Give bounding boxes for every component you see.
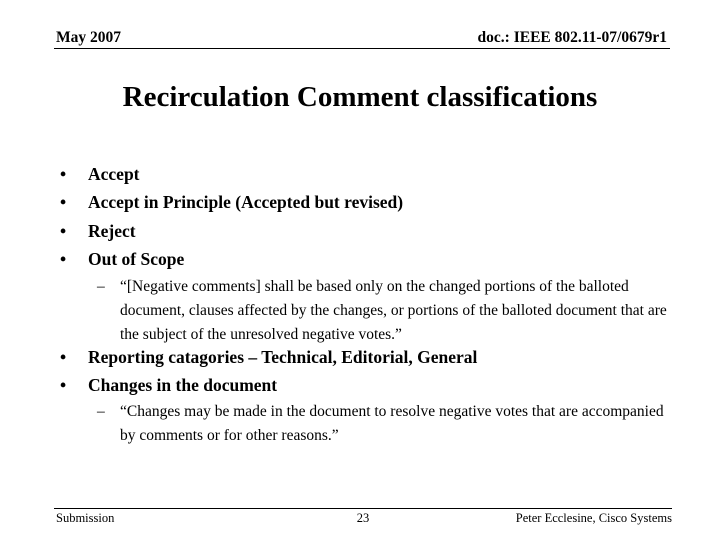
sub-bullet-text: “Changes may be made in the document to resolve negative votes that are accompanied by comments or for other reasons.” xyxy=(120,403,664,444)
bullet-item-accept xyxy=(0,160,720,188)
sub-bullet-marker: – xyxy=(97,278,105,295)
header-divider xyxy=(54,48,670,49)
bullet-item-reject xyxy=(0,217,720,245)
bullet-text: Reporting catagories – Technical, Editorial, General xyxy=(88,347,478,367)
header-doc-id: doc.: IEEE 802.11-07/0679r1 xyxy=(477,29,667,46)
bullet-text: Out of Scope xyxy=(88,249,185,269)
bullet-marker: • xyxy=(60,249,67,269)
footer-author: Peter Ecclesine, Cisco Systems xyxy=(515,511,672,525)
slide-title: Recirculation Comment classifications xyxy=(122,81,598,113)
footer-divider xyxy=(54,508,672,509)
bullet-text: Reject xyxy=(88,221,136,241)
bullet-text: Changes in the document xyxy=(88,375,278,395)
bullet-text: Accept xyxy=(88,164,140,184)
header-date: May 2007 xyxy=(56,29,122,46)
sub-bullet-text: “[Negative comments] shall be based only on the changed portions of the balloted document, clauses affected by the changes, or portions of the balloted document that are the subject of the unresolved negative votes.” xyxy=(120,278,667,343)
footer-page-number: 23 xyxy=(356,511,370,525)
footer-submission: Submission xyxy=(56,511,115,525)
bullet-marker: • xyxy=(60,347,67,367)
bullet-text: Accept in Principle (Accepted but revised) xyxy=(88,192,404,212)
bullet-marker: • xyxy=(60,164,67,184)
bullet-item-changes-in-document xyxy=(0,371,720,399)
bullet-marker: • xyxy=(60,192,67,212)
bullet-marker: • xyxy=(60,375,67,395)
bullet-item-reporting-categories xyxy=(0,343,720,371)
bullet-item-accept-in-principle xyxy=(0,188,720,216)
sub-bullet-marker: – xyxy=(97,403,105,420)
bullet-item-out-of-scope xyxy=(0,245,720,273)
bullet-marker: • xyxy=(60,221,67,241)
